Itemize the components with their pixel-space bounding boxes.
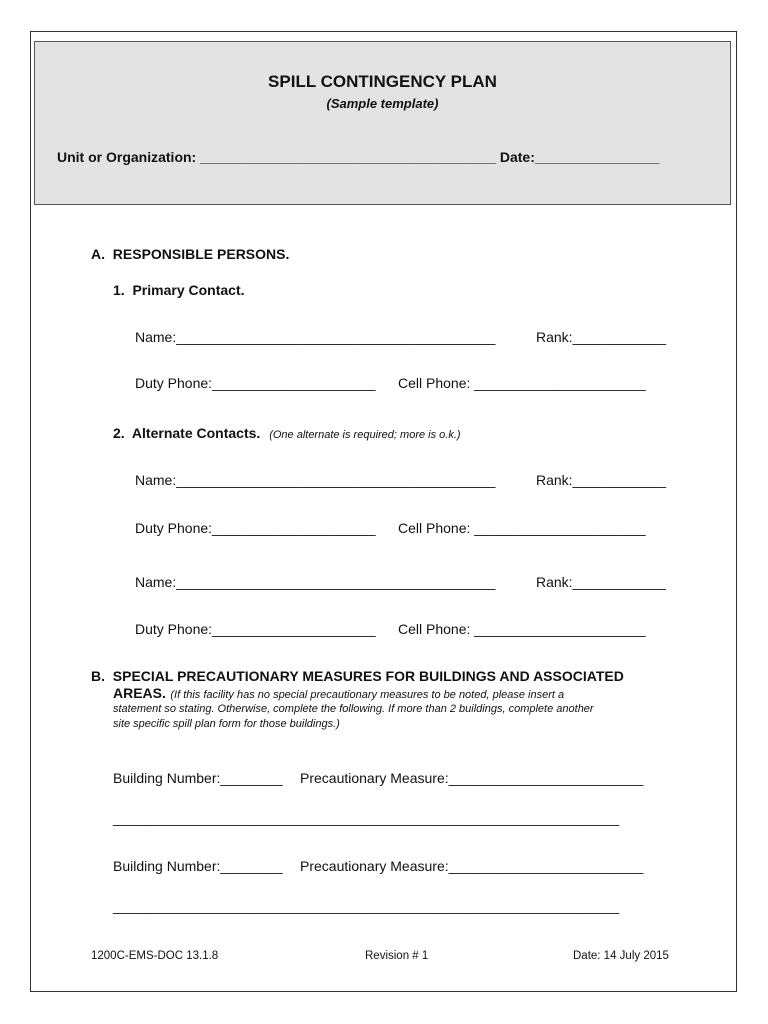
building-1-continuation-line[interactable]: _________________________________________________________________: [113, 810, 620, 826]
building-2-measure-field[interactable]: Precautionary Measure:_________________________: [300, 858, 644, 874]
footer-date: Date: 14 July 2015: [573, 950, 669, 962]
building-2-number-field[interactable]: Building Number:________: [113, 858, 283, 874]
alternate-contacts-note: (One alternate is required; more is o.k.): [269, 429, 461, 441]
alternate-2-name-field[interactable]: Name:_________________________________________: [135, 574, 496, 590]
unit-organization-date-line: Unit or Organization: ______________________________________ Date:________________: [57, 149, 660, 165]
alternate-contacts-heading-row: [113, 425, 461, 443]
header-box: [34, 41, 731, 205]
section-b-note-line-3: site specific spill plan form for those buildings.): [113, 718, 340, 730]
alternate-2-rank-field[interactable]: Rank:____________: [536, 574, 667, 590]
footer-revision: Revision # 1: [365, 950, 429, 962]
primary-cell-phone-field[interactable]: Cell Phone: ______________________: [398, 375, 646, 391]
building-1-measure-field[interactable]: Precautionary Measure:_________________________: [300, 770, 644, 786]
alternate-2-duty-phone-field[interactable]: Duty Phone:_____________________: [135, 621, 376, 637]
alternate-1-cell-phone-field[interactable]: Cell Phone: ______________________: [398, 520, 646, 536]
alternate-1-rank-field[interactable]: Rank:____________: [536, 472, 667, 488]
section-b-heading: B. SPECIAL PRECAUTIONARY MEASURES FOR BUILDINGS AND ASSOCIATED: [91, 668, 624, 684]
primary-rank-field[interactable]: Rank:____________: [536, 329, 667, 345]
alternate-contacts-heading: 2. Alternate Contacts.: [113, 425, 261, 441]
section-b-note-line-2: statement so stating. Otherwise, complete the following. If more than 2 buildings, complete another: [113, 703, 594, 715]
alternate-2-cell-phone-field[interactable]: Cell Phone: ______________________: [398, 621, 646, 637]
document-subtitle: (Sample template): [326, 96, 439, 111]
primary-duty-phone-field[interactable]: Duty Phone:_____________________: [135, 375, 376, 391]
document-title: SPILL CONTINGENCY PLAN: [268, 72, 497, 91]
primary-contact-heading: 1. Primary Contact.: [113, 282, 245, 298]
section-a-heading: A. RESPONSIBLE PERSONS.: [91, 246, 290, 262]
document-page: [30, 31, 737, 992]
building-2-continuation-line[interactable]: _________________________________________________________________: [113, 898, 620, 914]
alternate-1-duty-phone-field[interactable]: Duty Phone:_____________________: [135, 520, 376, 536]
primary-name-field[interactable]: Name:_________________________________________: [135, 329, 496, 345]
section-b-heading-areas: AREAS.: [113, 685, 166, 701]
building-1-number-field[interactable]: Building Number:________: [113, 770, 283, 786]
section-b-heading-continued-row: [113, 685, 564, 703]
alternate-1-name-field[interactable]: Name:_________________________________________: [135, 472, 496, 488]
footer-doc-id: 1200C-EMS-DOC 13.1.8: [91, 950, 219, 962]
section-b-note-line-1: (If this facility has no special precautionary measures to be noted, please insert a: [170, 689, 565, 701]
